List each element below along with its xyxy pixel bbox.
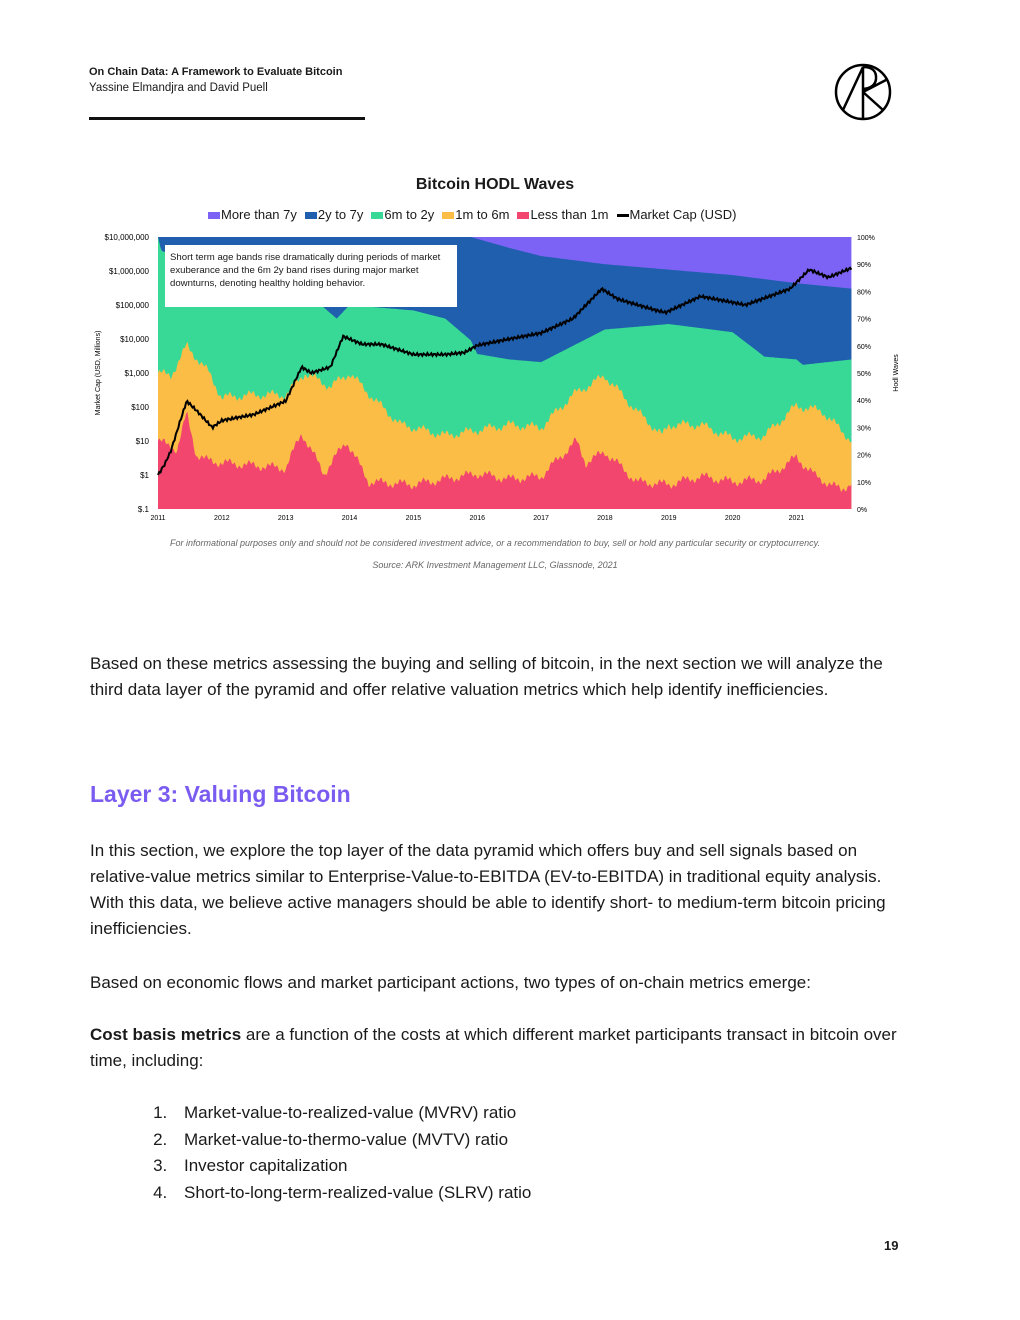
disclaimer-caption: For informational purposes only and should not be considered investment advice, or a recommendation to buy, sell or hold any particular security or cryptocurrency. — [170, 538, 820, 548]
x-tick-label: 2015 — [405, 515, 422, 522]
y2-tick-label: 100% — [857, 235, 875, 242]
legend-item — [442, 207, 509, 222]
x-tick-label: 2014 — [341, 515, 358, 522]
legend-item — [617, 207, 737, 222]
paragraph — [90, 1022, 910, 1074]
bold-term: Cost basis metrics — [90, 1025, 242, 1044]
section-heading: Layer 3: Valuing Bitcoin — [90, 781, 351, 807]
legend-label: 6m to 2y — [384, 207, 435, 222]
x-tick-label: 2019 — [660, 515, 677, 522]
legend-swatch — [371, 212, 383, 219]
y2-tick-label: 40% — [857, 398, 872, 406]
legend-label: Less than 1m — [530, 207, 609, 222]
legend-label: 2y to 7y — [317, 207, 364, 222]
legend-item — [517, 207, 608, 222]
legend-label: Market Cap (USD) — [629, 207, 737, 222]
y2-tick-label: 0% — [857, 507, 868, 514]
y-axis-label: Market Cap (USD, Millions) — [95, 330, 102, 416]
ark-logo-icon — [833, 62, 893, 122]
y2-axis-label: Hodl Waves — [893, 354, 900, 392]
list-item: 1. Market-value-to-realized-value (MVRV) ratio — [172, 1100, 531, 1127]
y-tick-label: $1 — [140, 471, 149, 480]
chart-legend — [208, 207, 736, 222]
legend-item — [371, 207, 434, 222]
legend-swatch — [617, 214, 629, 217]
metrics-list — [120, 1100, 531, 1206]
y-tick-label: $1,000 — [124, 369, 149, 378]
page-number: 19 — [884, 1238, 899, 1253]
y-tick-label: $10,000,000 — [104, 233, 149, 242]
paragraph: Based on these metrics assessing the buying and selling of bitcoin, in the next section we will analyze the third data layer of the pyramid and offer relative valuation metrics which help identify inefficiencies. — [90, 654, 883, 699]
x-tick-label: 2020 — [724, 515, 741, 522]
legend-label: More than 7y — [221, 207, 297, 222]
paragraph: Based on economic flows and market participant actions, two types of on-chain metrics emerge: — [90, 973, 811, 992]
chart-annotation: Short term age bands rise dramatically during periods of market exuberance and the 6m 2y band rises during major market downturns, denoting healthy holding behavior. — [165, 245, 457, 307]
paragraph-text: are a function of the costs at which different market participants transact in bitcoin over time, including: — [90, 1025, 897, 1070]
y2-tick-label: 90% — [857, 262, 872, 270]
header-divider — [89, 117, 365, 120]
y-tick-label: $1,000,000 — [108, 267, 149, 276]
x-tick-label: 2018 — [597, 515, 613, 522]
y2-tick-label: 30% — [857, 425, 872, 433]
legend-swatch — [208, 212, 220, 219]
x-tick-label: 2011 — [150, 515, 166, 522]
list-item: 4. Short-to-long-term-realized-value (SLRV) ratio — [172, 1180, 531, 1207]
y-tick-label: $100 — [131, 403, 149, 412]
legend-swatch — [305, 212, 317, 219]
y2-tick-label: 50% — [857, 371, 872, 378]
x-tick-label: 2017 — [533, 515, 549, 522]
y2-tick-label: 10% — [857, 479, 872, 487]
document-title: On Chain Data: A Framework to Evaluate Bitcoin — [89, 66, 343, 78]
legend-item — [305, 207, 364, 222]
chart-title: Bitcoin HODL Waves — [415, 176, 575, 193]
legend-swatch — [517, 212, 529, 219]
y2-tick-label: 60% — [857, 343, 872, 351]
y2-tick-label: 20% — [857, 452, 872, 460]
list-item: 2. Market-value-to-thermo-value (MVTV) ratio — [172, 1127, 531, 1154]
x-tick-label: 2013 — [277, 515, 294, 522]
y-tick-label: $.1 — [137, 505, 149, 514]
y-tick-label: $10,000 — [120, 335, 149, 344]
legend-swatch — [442, 212, 454, 219]
x-tick-label: 2021 — [788, 515, 805, 522]
source-caption: Source: ARK Investment Management LLC, Glassnode, 2021 — [372, 560, 618, 570]
x-tick-label: 2016 — [469, 515, 486, 522]
y2-tick-label: 80% — [857, 289, 872, 297]
document-authors: Yassine Elmandjra and David Puell — [89, 82, 268, 94]
y2-tick-label: 70% — [857, 316, 872, 324]
legend-label: 1m to 6m — [455, 207, 510, 222]
paragraph: In this section, we explore the top layer of the data pyramid which offers buy and sell signals based on relative-value metrics similar to Enterprise-Value-to-EBITDA (EV-to-EBITDA) in traditional equity analysis. With this data, we believe active managers should be able to identify short- to medium-term bitcoin pricing inefficiencies. — [90, 841, 886, 938]
legend-item — [208, 207, 297, 222]
y-tick-label: $100,000 — [115, 301, 149, 310]
x-tick-label: 2012 — [214, 515, 230, 522]
list-item: 3. Investor capitalization — [172, 1153, 531, 1180]
y-tick-label: $10 — [135, 437, 149, 446]
